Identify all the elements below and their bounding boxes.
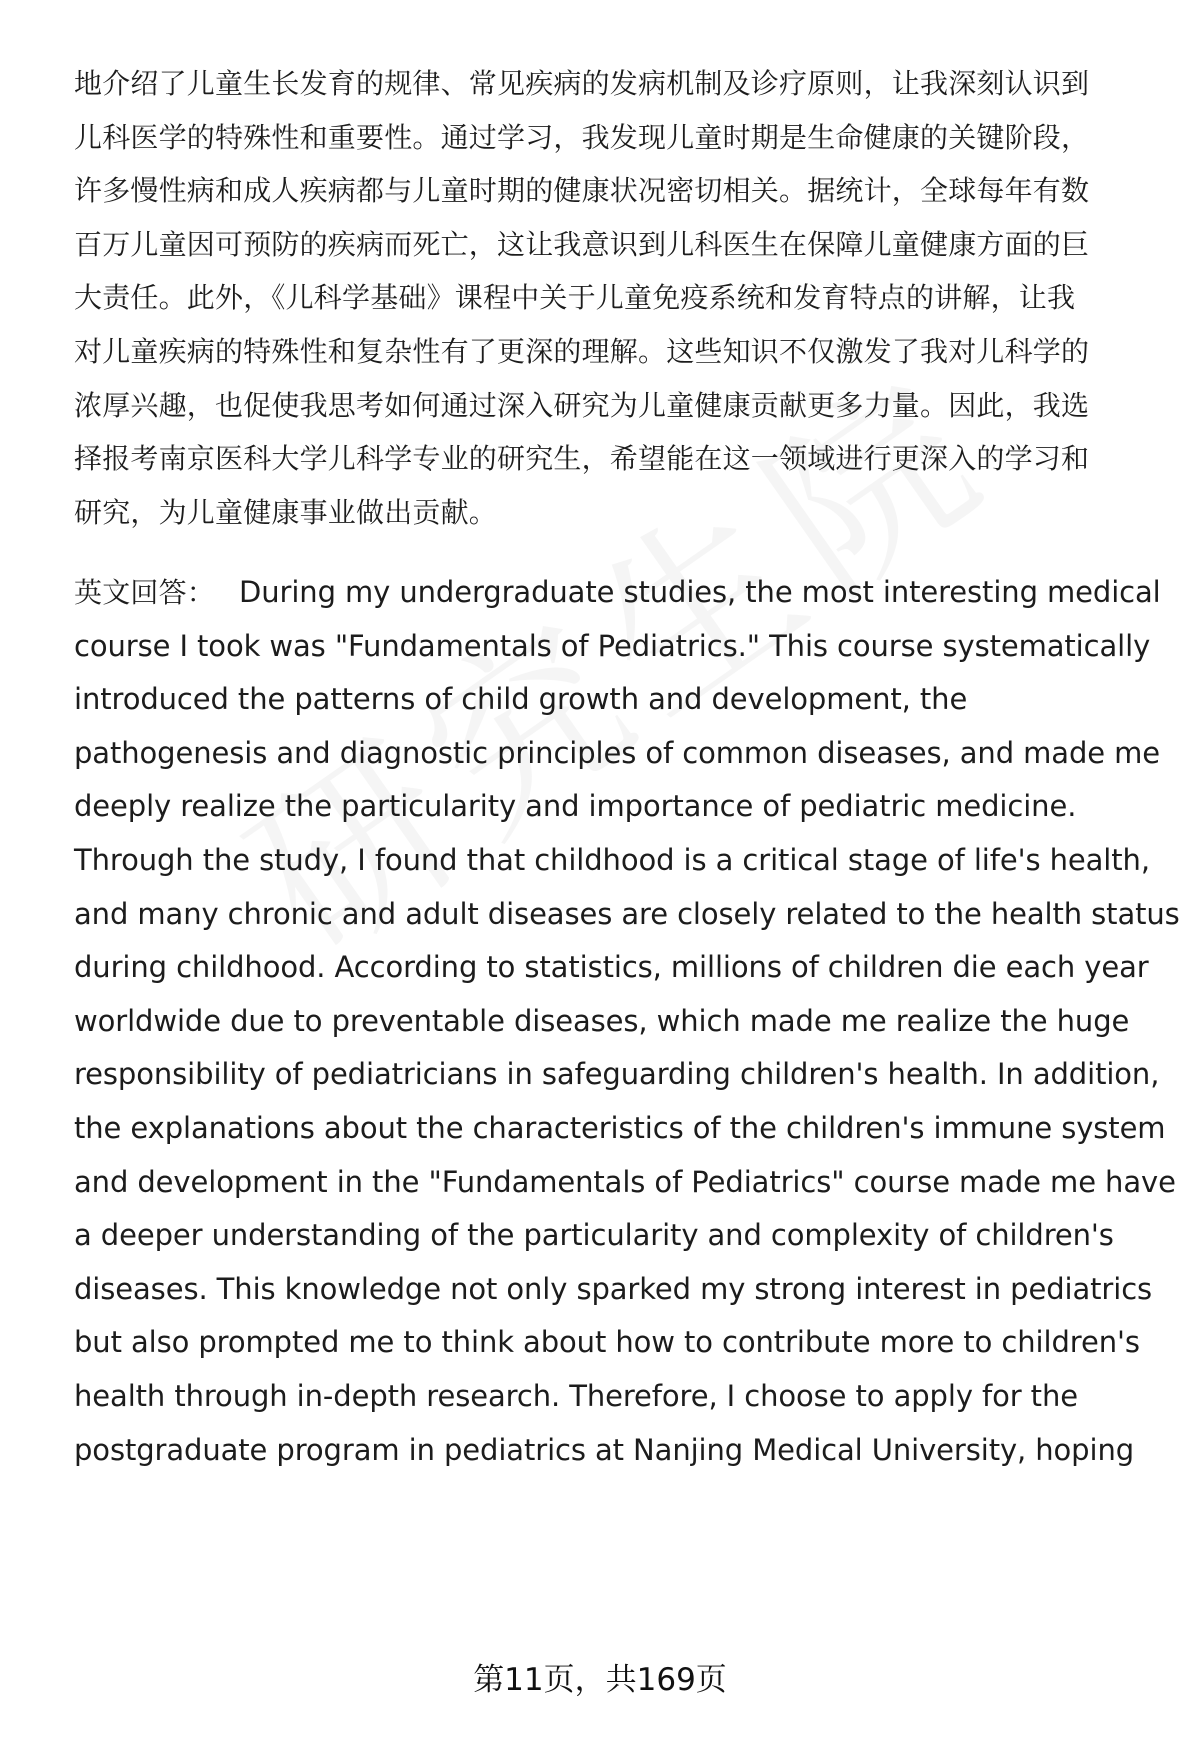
english-answer-label: 英文回答： bbox=[74, 576, 216, 609]
chinese-line: 儿科医学的特殊性和重要性。通过学习，我发现儿童时期是生命健康的关键阶段， bbox=[74, 121, 1090, 154]
chinese-line: 许多慢性病和成人疾病都与儿童时期的健康状况密切相关。据统计，全球每年有数 bbox=[74, 174, 1090, 207]
english-line-with-label bbox=[74, 572, 1161, 613]
english-line: introduced the patterns of child growth and development, the bbox=[74, 682, 968, 716]
chinese-line: 百万儿童因可预防的疾病而死亡，这让我意识到儿科医生在保障儿童健康方面的巨 bbox=[74, 228, 1090, 261]
english-line: postgraduate program in pediatrics at Nanjing Medical University, hoping bbox=[74, 1433, 1135, 1467]
chinese-line: 浓厚兴趣，也促使我思考如何通过深入研究为儿童健康贡献更多力量。因此，我选 bbox=[74, 389, 1090, 422]
english-line: responsibility of pediatricians in safeguarding children's health. In addition, bbox=[74, 1057, 1160, 1091]
english-line: diseases. This knowledge not only sparked my strong interest in pediatrics bbox=[74, 1272, 1153, 1306]
english-line: Through the study, I found that childhood is a critical stage of life's health, bbox=[74, 843, 1150, 877]
english-line: and development in the "Fundamentals of Pediatrics" course made me have bbox=[74, 1165, 1176, 1199]
english-line: but also prompted me to think about how to contribute more to children's bbox=[74, 1325, 1140, 1359]
chinese-line: 对儿童疾病的特殊性和复杂性有了更深的理解。这些知识不仅激发了我对儿科学的 bbox=[74, 335, 1090, 368]
english-line: worldwide due to preventable diseases, which made me realize the huge bbox=[74, 1004, 1130, 1038]
english-line: during childhood. According to statistics, millions of children die each year bbox=[74, 950, 1149, 984]
english-line: deeply realize the particularity and importance of pediatric medicine. bbox=[74, 789, 1077, 823]
english-line: the explanations about the characteristics of the children's immune system bbox=[74, 1111, 1166, 1145]
chinese-line: 大责任。此外，《儿科学基础》课程中关于儿童免疫系统和发育特点的讲解，让我 bbox=[74, 281, 1076, 314]
english-line: a deeper understanding of the particularity and complexity of children's bbox=[74, 1218, 1114, 1252]
chinese-line: 研究，为儿童健康事业做出贡献。 bbox=[74, 496, 498, 529]
english-line: health through in-depth research. Therefore, I choose to apply for the bbox=[74, 1379, 1078, 1413]
english-line: and many chronic and adult diseases are closely related to the health status bbox=[74, 897, 1180, 931]
english-line: course I took was "Fundamentals of Pediatrics." This course systematically bbox=[74, 629, 1151, 663]
english-line: pathogenesis and diagnostic principles of common diseases, and made me bbox=[74, 736, 1161, 770]
english-line: During my undergraduate studies, the most interesting medical bbox=[239, 575, 1161, 609]
page-number-footer: 第11页，共169页 bbox=[473, 1662, 727, 1698]
chinese-line: 择报考南京医科大学儿科学专业的研究生，希望能在这一领域进行更深入的学习和 bbox=[74, 442, 1090, 475]
chinese-line: 地介绍了儿童生长发育的规律、常见疾病的发病机制及诊疗原则，让我深刻认识到 bbox=[74, 67, 1090, 100]
